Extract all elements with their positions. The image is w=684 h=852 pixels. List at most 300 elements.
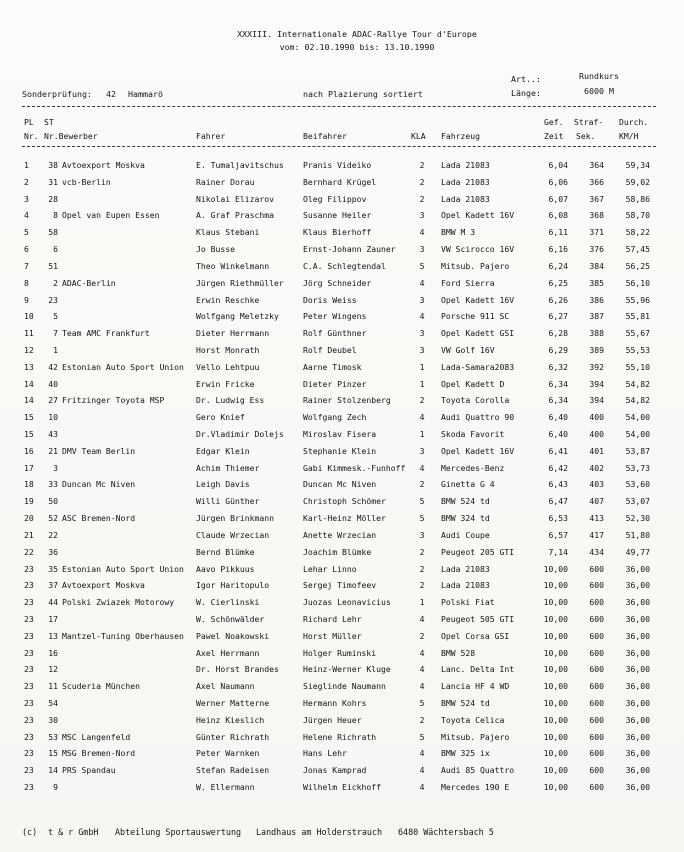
entrant-cell: Polski Zwiazek Motorowy [62, 597, 175, 608]
vehicle-cell: BMW 325 ix [441, 748, 490, 759]
avg-speed-cell: 55,10 [625, 361, 650, 372]
table-row [0, 241, 684, 258]
place-cell: 17 [24, 462, 34, 473]
penalty-seconds-cell: 600 [589, 580, 604, 591]
start-number-cell: 51 [48, 260, 58, 271]
class-cell: 5 [419, 496, 425, 507]
codriver-cell: Klaus Bierhoff [303, 227, 372, 238]
start-number-cell: 43 [48, 429, 58, 439]
start-number-cell: 27 [48, 395, 58, 406]
col-st: ST [44, 117, 54, 127]
codriver-cell: Oleg Filippov [303, 193, 367, 204]
penalty-seconds-cell: 385 [589, 277, 604, 288]
start-number-cell: 23 [48, 294, 58, 305]
time-cell: 6,26 [548, 294, 568, 305]
penalty-seconds-cell: 371 [589, 227, 604, 238]
avg-speed-cell: 58,70 [625, 210, 650, 221]
place-cell: 23 [24, 563, 34, 574]
avg-speed-cell: 55,53 [625, 344, 650, 355]
codriver-cell: Gabi Kimmesk.-Funhoff [303, 462, 406, 473]
avg-speed-cell: 36,00 [625, 613, 650, 624]
stage-name: Hammarö [128, 89, 163, 99]
driver-cell: Rainer Dorau [196, 176, 255, 187]
place-cell: 16 [24, 445, 34, 456]
penalty-seconds-cell: 400 [589, 429, 604, 439]
event-title: XXXIII. Internationale ADAC-Rallye Tour d'Europe [237, 29, 477, 39]
vehicle-cell: Mercedes 190 E [441, 782, 510, 793]
time-cell: 10,00 [543, 765, 568, 776]
class-cell: 2 [419, 479, 425, 490]
avg-speed-cell: 36,00 [625, 731, 650, 742]
place-cell: 21 [24, 529, 34, 540]
table-row [0, 443, 684, 460]
col-durch-1: Durch. [619, 117, 649, 127]
penalty-seconds-cell: 400 [589, 412, 604, 423]
driver-cell: Igor Haritopulo [196, 580, 270, 591]
class-cell: 2 [419, 160, 425, 170]
codriver-cell: Helene Richrath [303, 731, 377, 742]
class-cell: 4 [419, 277, 425, 288]
event-dates: vom: 02.10.1990 bis: 13.10.1990 [279, 42, 435, 52]
entrant-cell: Scuderia München [62, 681, 140, 692]
col-bewerber: Nr.Bewerber [44, 131, 98, 141]
codriver-cell: Pranis Videiko [303, 160, 372, 170]
time-cell: 10,00 [543, 597, 568, 608]
vehicle-cell: Opel Kadett 16V [441, 210, 515, 221]
codriver-cell: Juozas Leonavicius [303, 597, 391, 608]
codriver-cell: Christoph Schömer [303, 496, 386, 507]
col-fahrzeug: Fahrzeug [441, 131, 480, 141]
codriver-cell: Susanne Heiler [303, 210, 372, 221]
start-number-cell: 42 [48, 361, 58, 372]
table-row [0, 645, 684, 662]
driver-cell: A. Graf Praschma [196, 210, 274, 221]
art-label: Art..: [511, 74, 541, 84]
vehicle-cell: Lada 21083 [441, 176, 490, 187]
codriver-cell: Sergej Timofeev [303, 580, 377, 591]
table-row [0, 628, 684, 645]
avg-speed-cell: 55,81 [625, 311, 650, 322]
penalty-seconds-cell: 401 [589, 445, 604, 456]
codriver-cell: Holger Ruminski [303, 647, 377, 658]
vehicle-cell: Toyota Celica [441, 714, 505, 725]
vehicle-cell: Ford Sierra [441, 277, 495, 288]
place-cell: 9 [24, 294, 29, 305]
table-row [0, 611, 684, 628]
driver-cell: Willi Günther [196, 496, 260, 507]
start-number-cell: 5 [53, 311, 58, 322]
class-cell: 4 [419, 664, 425, 675]
length-label: Länge: [511, 88, 541, 98]
class-cell: 4 [419, 613, 425, 624]
class-cell: 1 [419, 378, 425, 389]
time-cell: 6,07 [548, 193, 568, 204]
table-row [0, 762, 684, 779]
avg-speed-cell: 53,60 [625, 479, 650, 490]
table-row [0, 207, 684, 224]
time-cell: 6,43 [548, 479, 568, 490]
driver-cell: Dieter Herrmann [196, 328, 270, 339]
vehicle-cell: BMW 324 td [441, 513, 490, 524]
place-cell: 23 [24, 714, 34, 725]
time-cell: 7,14 [548, 546, 568, 557]
time-cell: 6,53 [548, 513, 568, 524]
class-cell: 1 [419, 361, 425, 372]
entrant-cell: Fritzinger Toyota MSP [62, 395, 165, 406]
table-row [0, 325, 684, 342]
table-row [0, 678, 684, 695]
time-cell: 6,32 [548, 361, 568, 372]
driver-cell: Dr. Ludwig Ess [196, 395, 265, 406]
avg-speed-cell: 55,67 [625, 328, 650, 339]
avg-speed-cell: 53,07 [625, 496, 650, 507]
start-number-cell: 52 [48, 513, 58, 524]
time-cell: 10,00 [543, 782, 568, 793]
footer-address: Landhaus am Holderstrauch [256, 827, 383, 837]
table-row [0, 376, 684, 393]
vehicle-cell: VW Scirocco 16V [441, 244, 515, 255]
start-number-cell: 37 [48, 580, 58, 591]
entrant-cell: ASC Bremen-Nord [62, 513, 136, 524]
vehicle-cell: BMW 524 td [441, 698, 490, 708]
avg-speed-cell: 54,82 [625, 378, 650, 389]
codriver-cell: Rolf Deubel [303, 344, 357, 355]
codriver-cell: Hans Lehr [303, 748, 347, 759]
table-row [0, 779, 684, 796]
time-cell: 6,27 [548, 311, 568, 322]
time-cell: 6,34 [548, 378, 568, 389]
penalty-seconds-cell: 376 [589, 244, 604, 255]
entrant-cell: Avtoexport Moskva [62, 160, 145, 170]
table-row [0, 392, 684, 409]
penalty-seconds-cell: 388 [589, 328, 604, 339]
codriver-cell: Sieglinde Naumann [303, 681, 386, 692]
table-row [0, 561, 684, 578]
time-cell: 10,00 [543, 647, 568, 658]
table-row [0, 292, 684, 309]
time-cell: 10,00 [543, 681, 568, 692]
penalty-seconds-cell: 600 [589, 613, 604, 624]
start-number-cell: 33 [48, 479, 58, 490]
penalty-seconds-cell: 403 [589, 479, 604, 490]
penalty-seconds-cell: 366 [589, 176, 604, 187]
vehicle-cell: Opel Kadett GSI [441, 328, 515, 339]
place-cell: 23 [24, 630, 34, 641]
penalty-seconds-cell: 600 [589, 664, 604, 675]
class-cell: 5 [419, 698, 425, 708]
driver-cell: Claude Wrzecian [196, 529, 270, 540]
driver-cell: Achim Thiemer [196, 462, 260, 473]
col-kla: KLA [411, 131, 426, 141]
class-cell: 2 [419, 714, 425, 725]
table-row [0, 661, 684, 678]
class-cell: 4 [419, 765, 425, 776]
entrant-cell: MSG Bremen-Nord [62, 748, 136, 759]
avg-speed-cell: 36,00 [625, 698, 650, 708]
start-number-cell: 17 [48, 613, 58, 624]
vehicle-cell: BMW M 3 [441, 227, 476, 238]
avg-speed-cell: 54,00 [625, 429, 650, 439]
start-number-cell: 21 [48, 445, 58, 456]
col-nr: Nr. [24, 131, 39, 141]
driver-cell: W. Cierlinski [196, 597, 260, 608]
start-number-cell: 3 [53, 462, 58, 473]
vehicle-cell: Opel Kadett D [441, 378, 505, 389]
place-cell: 23 [24, 613, 34, 624]
col-straf-2: Sek. [576, 131, 596, 141]
start-number-cell: 31 [48, 176, 58, 187]
avg-speed-cell: 36,00 [625, 664, 650, 675]
time-cell: 6,34 [548, 395, 568, 406]
footer-company: t & r GmbH [48, 827, 99, 837]
vehicle-cell: Mitsub. Pajero [441, 260, 510, 271]
class-cell: 4 [419, 647, 425, 658]
entrant-cell: vcb-Berlin [62, 176, 111, 187]
vehicle-cell: Peugeot 205 GTI [441, 546, 515, 557]
vehicle-cell: Mercedes-Benz [441, 462, 505, 473]
avg-speed-cell: 36,00 [625, 563, 650, 574]
avg-speed-cell: 59,34 [625, 160, 650, 170]
start-number-cell: 16 [48, 647, 58, 658]
table-row [0, 359, 684, 376]
class-cell: 5 [419, 731, 425, 742]
driver-cell: Aavo Pikkuus [196, 563, 255, 574]
penalty-seconds-cell: 600 [589, 748, 604, 759]
place-cell: 18 [24, 479, 34, 490]
length-value: 6000 M [584, 86, 614, 96]
time-cell: 10,00 [543, 698, 568, 708]
driver-cell: E. Tumaljavitschus [196, 160, 284, 170]
col-beifahrer: Beifahrer [303, 131, 347, 141]
codriver-cell: Dieter Pinzer [303, 378, 367, 389]
time-cell: 10,00 [543, 748, 568, 759]
penalty-seconds-cell: 394 [589, 378, 604, 389]
vehicle-cell: Lanc. Delta Int [441, 664, 515, 675]
entrant-cell: Mantzel-Tuning Oberhausen [62, 630, 184, 641]
vehicle-cell: Audi 85 Quattro [441, 765, 515, 776]
place-cell: 23 [24, 664, 34, 675]
driver-cell: Theo Winkelmann [196, 260, 270, 271]
driver-cell: Jürgen Brinkmann [196, 513, 274, 524]
place-cell: 4 [24, 210, 29, 221]
avg-speed-cell: 36,00 [625, 765, 650, 776]
avg-speed-cell: 36,00 [625, 630, 650, 641]
penalty-seconds-cell: 434 [589, 546, 604, 557]
time-cell: 6,47 [548, 496, 568, 507]
vehicle-cell: Audi Quattro 90 [441, 412, 515, 423]
class-cell: 4 [419, 412, 425, 423]
codriver-cell: Heinz-Werner Kluge [303, 664, 391, 675]
table-row [0, 695, 684, 712]
table-row [0, 510, 684, 527]
driver-cell: Günter Richrath [196, 731, 270, 742]
penalty-seconds-cell: 600 [589, 765, 604, 776]
vehicle-cell: Skoda Favorit [441, 429, 505, 439]
table-row [0, 493, 684, 510]
class-cell: 4 [419, 782, 425, 793]
table-row [0, 191, 684, 208]
class-cell: 3 [419, 328, 425, 339]
place-cell: 23 [24, 748, 34, 759]
col-gef-2: Zeit [544, 131, 564, 141]
penalty-seconds-cell: 402 [589, 462, 604, 473]
codriver-cell: Ernst-Johann Zauner [303, 244, 396, 255]
penalty-seconds-cell: 392 [589, 361, 604, 372]
results-table [0, 157, 684, 796]
start-number-cell: 7 [53, 328, 58, 339]
vehicle-cell: Polski Fiat [441, 597, 495, 608]
place-cell: 2 [24, 176, 29, 187]
vehicle-cell: Peugeot 505 GTI [441, 613, 515, 624]
start-number-cell: 15 [48, 748, 58, 759]
place-cell: 23 [24, 597, 34, 608]
driver-cell: Gero Knief [196, 412, 245, 423]
sort-note: nach Plazierung sortiert [303, 89, 423, 99]
penalty-seconds-cell: 389 [589, 344, 604, 355]
class-cell: 3 [419, 294, 425, 305]
driver-cell: Erwin Fricke [196, 378, 255, 389]
place-cell: 14 [24, 378, 34, 389]
place-cell: 8 [24, 277, 29, 288]
start-number-cell: 10 [48, 412, 58, 423]
class-cell: 3 [419, 529, 425, 540]
vehicle-cell: Lada 21083 [441, 160, 490, 170]
time-cell: 6,42 [548, 462, 568, 473]
avg-speed-cell: 56,10 [625, 277, 650, 288]
class-cell: 3 [419, 210, 425, 221]
codriver-cell: Joachim Blümke [303, 546, 372, 557]
start-number-cell: 22 [48, 529, 58, 540]
entrant-cell: MSC Langenfeld [62, 731, 131, 742]
class-cell: 2 [419, 580, 425, 591]
table-row [0, 577, 684, 594]
start-number-cell: 2 [53, 277, 58, 288]
avg-speed-cell: 36,00 [625, 597, 650, 608]
penalty-seconds-cell: 600 [589, 731, 604, 742]
vehicle-cell: BMW 524 td [441, 496, 490, 507]
start-number-cell: 8 [53, 210, 58, 221]
driver-cell: Erwin Reschke [196, 294, 260, 305]
penalty-seconds-cell: 407 [589, 496, 604, 507]
time-cell: 6,29 [548, 344, 568, 355]
start-number-cell: 11 [48, 681, 58, 692]
time-cell: 10,00 [543, 580, 568, 591]
entrant-cell: Team AMC Frankfurt [62, 328, 150, 339]
class-cell: 3 [419, 344, 425, 355]
driver-cell: Bernd Blümke [196, 546, 255, 557]
start-number-cell: 50 [48, 496, 58, 507]
driver-cell: Axel Herrmann [196, 647, 260, 658]
avg-speed-cell: 55,96 [625, 294, 650, 305]
penalty-seconds-cell: 417 [589, 529, 604, 540]
vehicle-cell: Opel Corsa GSI [441, 630, 510, 641]
time-cell: 10,00 [543, 563, 568, 574]
class-cell: 4 [419, 462, 425, 473]
codriver-cell: Jürgen Heuer [303, 714, 362, 725]
driver-cell: Klaus Stebani [196, 227, 260, 238]
driver-cell: Peter Warnken [196, 748, 260, 759]
class-cell: 2 [419, 395, 425, 406]
place-cell: 15 [24, 429, 34, 439]
penalty-seconds-cell: 600 [589, 647, 604, 658]
time-cell: 6,28 [548, 328, 568, 339]
avg-speed-cell: 58,22 [625, 227, 650, 238]
table-row [0, 275, 684, 292]
table-row [0, 174, 684, 191]
table-row [0, 745, 684, 762]
time-cell: 6,25 [548, 277, 568, 288]
class-cell: 2 [419, 546, 425, 557]
avg-speed-cell: 36,00 [625, 714, 650, 725]
codriver-cell: Karl-Heinz Möller [303, 513, 386, 524]
table-row [0, 460, 684, 477]
avg-speed-cell: 36,00 [625, 580, 650, 591]
table-row [0, 224, 684, 241]
start-number-cell: 38 [48, 160, 58, 170]
time-cell: 10,00 [543, 731, 568, 742]
vehicle-cell: Lada 21083 [441, 563, 490, 574]
time-cell: 10,00 [543, 714, 568, 725]
entrant-cell: Opel van Eupen Essen [62, 210, 160, 221]
driver-cell: Heinz Kieslich [196, 714, 265, 725]
codriver-cell: Doris Weiss [303, 294, 357, 305]
driver-cell: W. Schönwälder [196, 613, 265, 624]
driver-cell: Horst Monrath [196, 344, 260, 355]
class-cell: 4 [419, 311, 425, 322]
vehicle-cell: Opel Kadett 16V [441, 294, 515, 305]
avg-speed-cell: 54,00 [625, 412, 650, 423]
col-pl: PL [24, 117, 34, 127]
class-cell: 5 [419, 260, 425, 271]
start-number-cell: 40 [48, 378, 58, 389]
entrant-cell: PRS Spandau [62, 765, 116, 776]
avg-speed-cell: 57,45 [625, 244, 650, 255]
codriver-cell: Horst Müller [303, 630, 362, 641]
start-number-cell: 9 [53, 782, 58, 793]
avg-speed-cell: 49,77 [625, 546, 650, 557]
start-number-cell: 28 [48, 193, 58, 204]
place-cell: 11 [24, 328, 34, 339]
penalty-seconds-cell: 394 [589, 395, 604, 406]
place-cell: 7 [24, 260, 29, 271]
place-cell: 6 [24, 244, 29, 255]
place-cell: 12 [24, 344, 34, 355]
entrant-cell: Duncan Mc Niven [62, 479, 136, 490]
time-cell: 6,57 [548, 529, 568, 540]
footer-copyright: (c) [22, 827, 38, 837]
codriver-cell: Peter Wingens [303, 311, 367, 322]
time-cell: 6,04 [548, 160, 568, 170]
driver-cell: Wolfgang Meletzky [196, 311, 279, 322]
class-cell: 4 [419, 748, 425, 759]
vehicle-cell: Opel Kadett 16V [441, 445, 515, 456]
avg-speed-cell: 53,87 [625, 445, 650, 456]
driver-cell: Dr. Horst Brandes [196, 664, 279, 675]
place-cell: 22 [24, 546, 34, 557]
vehicle-cell: Audi Coupe [441, 529, 490, 540]
time-cell: 6,11 [548, 227, 568, 238]
penalty-seconds-cell: 387 [589, 311, 604, 322]
entrant-cell: DMV Team Berlin [62, 445, 136, 456]
penalty-seconds-cell: 600 [589, 563, 604, 574]
table-row [0, 426, 684, 443]
avg-speed-cell: 36,00 [625, 782, 650, 793]
table-row [0, 258, 684, 275]
time-cell: 10,00 [543, 664, 568, 675]
vehicle-cell: Ginetta G 4 [441, 479, 495, 490]
footer-city: 6480 Wächtersbach 5 [398, 827, 494, 837]
table-row [0, 594, 684, 611]
